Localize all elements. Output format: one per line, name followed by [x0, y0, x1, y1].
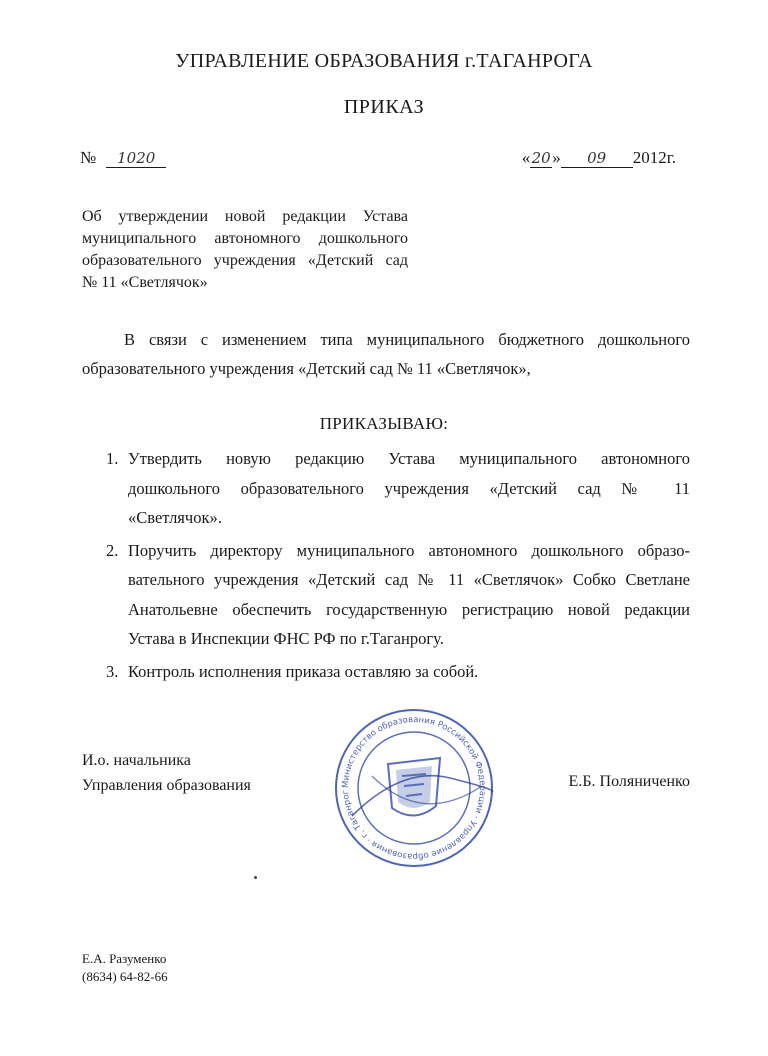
list-item [82, 657, 690, 687]
item-number: 1. [106, 449, 119, 468]
subject-line: образовательного учреждения «Детский сад [82, 252, 408, 269]
executor-info [82, 950, 168, 986]
date-month: 09 [561, 149, 633, 168]
date-open-quote: « [521, 148, 531, 167]
order-subject [82, 206, 408, 294]
preamble-paragraph [82, 325, 690, 383]
handwritten-number: 1020 [106, 149, 166, 168]
subject-line: Об утверждении новой редакции Устава [82, 208, 408, 225]
item-line: вательного учреждения «Детский сад № 11 «Светлячок» Собко Светлане [128, 570, 690, 589]
executor-name: Е.А. Разуменко [82, 951, 167, 966]
signatory-position [82, 748, 251, 798]
item-line: Поручить директору муниципального автономного дошкольного образо- [128, 540, 690, 560]
date-day: 20 [531, 149, 551, 167]
order-items [82, 444, 690, 686]
date-year: 2012г. [632, 148, 676, 167]
date-close-quote: » [552, 148, 561, 167]
stamp-text: Министерство образования Российской Федерации · Управление образования · г. Таганрог [340, 714, 488, 862]
item-number: 3. [106, 661, 119, 681]
position-line: И.о. начальника [82, 752, 191, 769]
number-label: № [80, 148, 97, 167]
subject-line: № 11 «Светлячок» [82, 274, 208, 291]
preamble-line: В связи с изменением типа муниципального бюджетного дошкольного [124, 330, 690, 349]
list-item [82, 444, 690, 533]
item-line: дошкольного образовательного учреждения «Детский сад № 11 [128, 478, 690, 498]
item-line: Контроль исполнения приказа оставляю за собой. [128, 661, 479, 681]
position-line: Управления образования [82, 777, 251, 794]
order-word: ПРИКАЗЫВАЮ: [319, 414, 449, 433]
executor-phone: (8634) 64-82-66 [82, 969, 168, 984]
order-number [80, 148, 166, 168]
ink-dot [254, 876, 257, 879]
item-line: Утвердить новую редакцию Устава муниципального автономного [128, 449, 690, 468]
order-date [522, 148, 676, 168]
preamble-line: образовательного учреждения «Детский сад № 11 «Светлячок», [82, 359, 531, 378]
document-title: ПРИКАЗ [343, 96, 425, 118]
item-number: 2. [106, 540, 119, 560]
item-line: Устава в Инспекции ФНС РФ по г.Таганрогу. [128, 629, 444, 648]
official-stamp [332, 706, 496, 870]
item-line: «Светлячок». [128, 508, 222, 527]
list-item [82, 536, 690, 654]
signatory-name: Е.Б. Поляниченко [568, 773, 690, 790]
stamp-emblem [388, 758, 440, 816]
subject-line: муниципального автономного дошкольного [82, 230, 408, 247]
organization-header: УПРАВЛЕНИЕ ОБРАЗОВАНИЯ г.ТАГАНРОГА [175, 50, 593, 72]
item-line: Анатольевне обеспечить государственную регистрацию новой редакции [128, 599, 690, 619]
